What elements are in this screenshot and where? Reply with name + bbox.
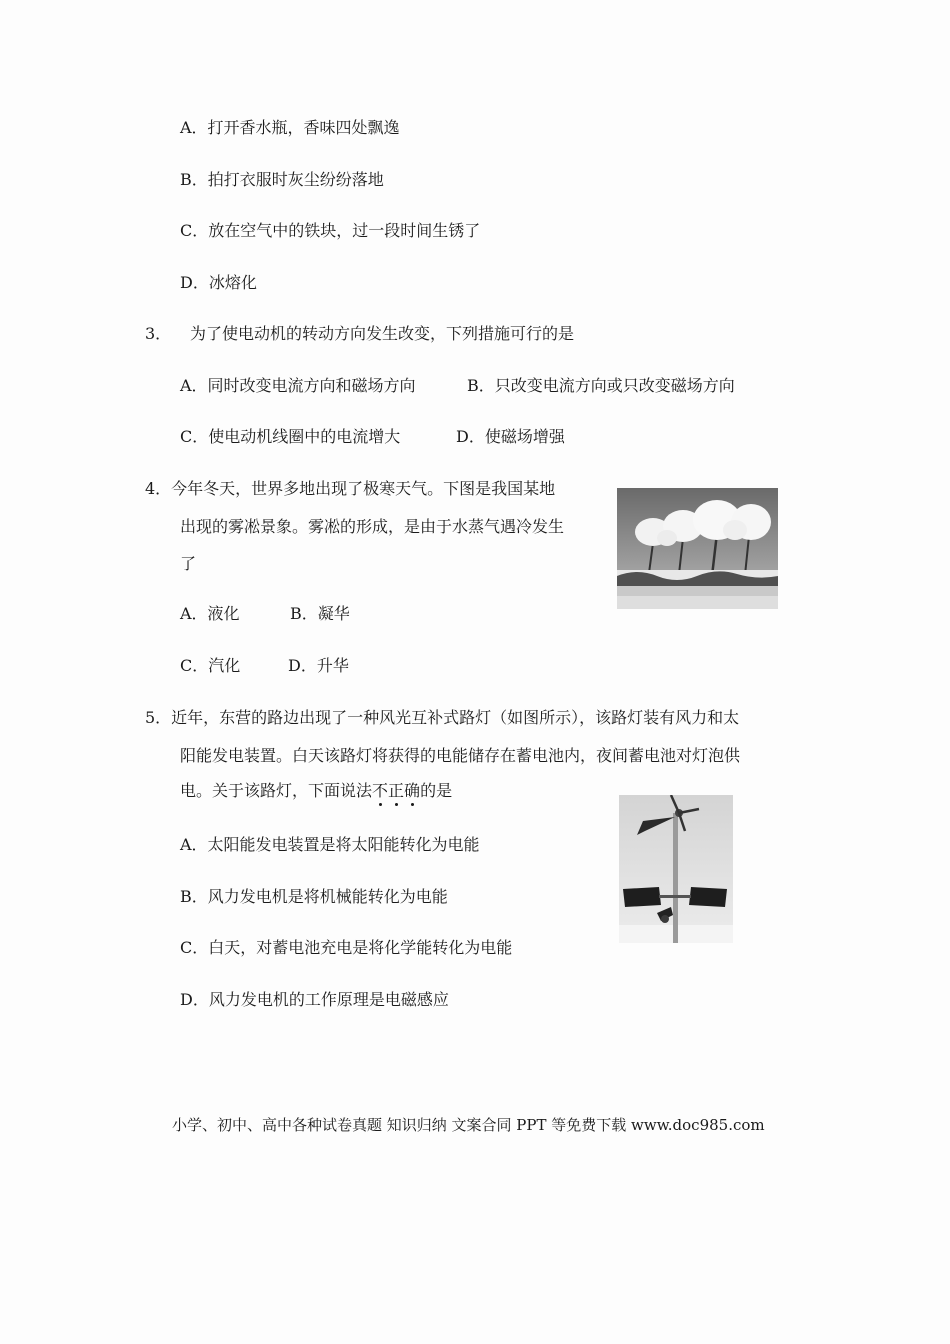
emphasis-char-2: 正 bbox=[388, 781, 405, 800]
q2-option-b: B．拍打衣服时灰尘纷纷落地 bbox=[180, 170, 384, 189]
q5-stem-line3-post: 的是 bbox=[420, 781, 453, 800]
q4-option-c: C．汽化 bbox=[180, 656, 241, 675]
q5-stem-line1: 5．近年，东营的路边出现了一种风光互补式路灯（如图所示），该路灯装有风力和太 bbox=[145, 708, 740, 727]
q2-option-a: A．打开香水瓶，香味四处飘逸 bbox=[180, 118, 400, 137]
q5-option-d: D．风力发电机的工作原理是电磁感应 bbox=[180, 990, 449, 1009]
q5-option-b: B．风力发电机是将机械能转化为电能 bbox=[180, 887, 448, 906]
q4-option-b: B．凝华 bbox=[290, 604, 350, 623]
q4-stem-line3: 了 bbox=[180, 554, 197, 573]
q5-stem-line3-pre: 电。关于该路灯，下面说法 bbox=[180, 781, 373, 800]
q2-option-c: C．放在空气中的铁块，过一段时间生锈了 bbox=[180, 221, 481, 240]
q3-option-a: A．同时改变电流方向和磁场方向 bbox=[180, 376, 416, 395]
q4-option-d: D．升华 bbox=[288, 656, 349, 675]
q3-option-b: B．只改变电流方向或只改变磁场方向 bbox=[467, 376, 735, 395]
q3-option-d: D．使磁场增强 bbox=[456, 427, 565, 446]
q5-stem-line2: 阳能发电装置。白天该路灯将获得的电能储存在蓄电池内，夜间蓄电池对灯泡供 bbox=[180, 746, 741, 765]
q2-option-d: D．冰熔化 bbox=[180, 273, 257, 292]
q3-stem: 为了使电动机的转动方向发生改变，下列措施可行的是 bbox=[190, 324, 575, 343]
q3-option-c: C．使电动机线圈中的电流增大 bbox=[180, 427, 401, 446]
q4-option-a: A．液化 bbox=[180, 604, 240, 623]
emphasis-char-1: 不 bbox=[372, 781, 389, 800]
rime-frost-photo bbox=[617, 488, 778, 609]
emphasis-char-3: 确 bbox=[404, 781, 421, 800]
q5-option-a: A．太阳能发电装置是将太阳能转化为电能 bbox=[180, 835, 480, 854]
q4-stem-line2: 出现的雾凇景象。雾凇的形成，是由于水蒸气遇冷发生 bbox=[180, 517, 565, 536]
q5-option-c: C．白天，对蓄电池充电是将化学能转化为电能 bbox=[180, 938, 513, 957]
q3-number: 3． bbox=[145, 324, 172, 343]
wind-solar-streetlight-photo bbox=[619, 795, 733, 943]
footer-text: 小学、初中、高中各种试卷真题 知识归纳 文案合同 PPT 等免费下载 www.doc985.com bbox=[172, 1116, 765, 1134]
q4-stem-line1: 4．今年冬天，世界多地出现了极寒天气。下图是我国某地 bbox=[145, 479, 556, 498]
q5-stem-line3 bbox=[180, 780, 452, 802]
